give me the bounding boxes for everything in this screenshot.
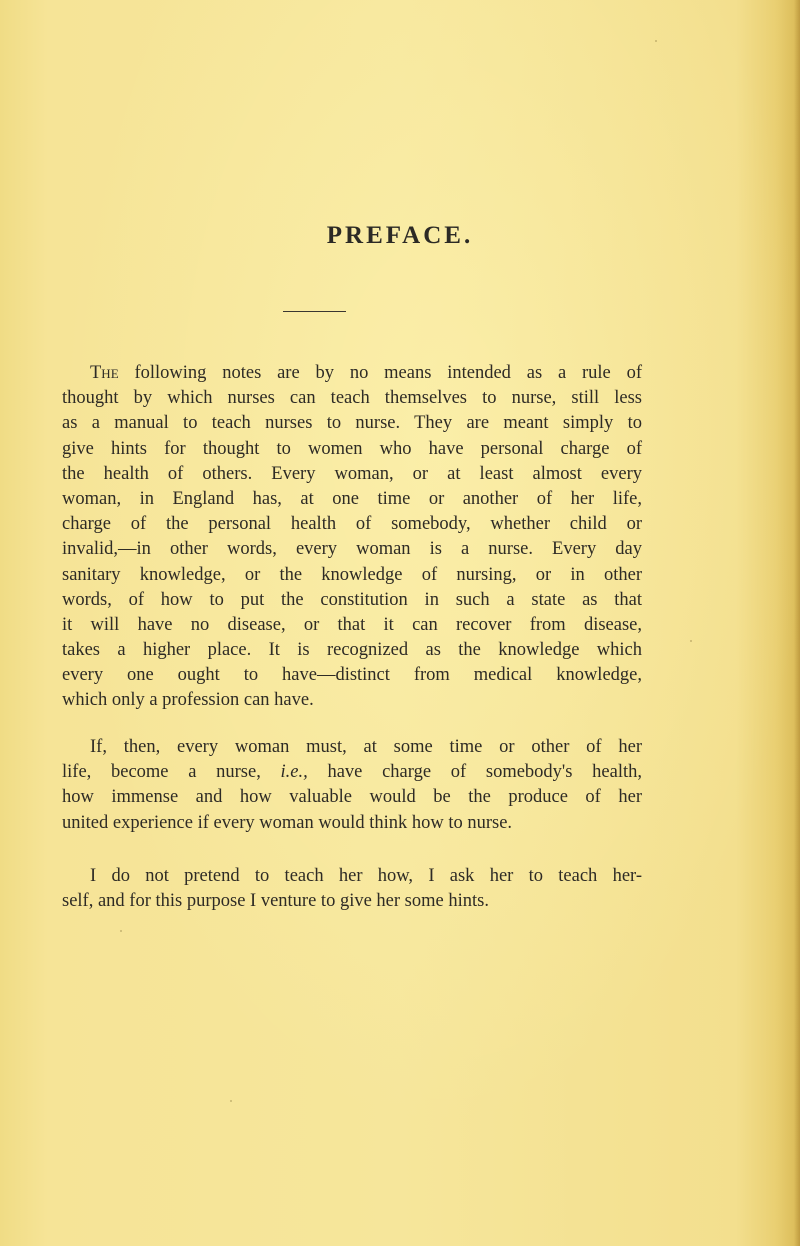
page-edge-shadow [794,0,800,1246]
text-line: takes a higher place. It is recognized as the knowledge which [62,640,642,661]
text-line: thought by which nurses can teach themselves to nurse, still less [62,388,642,409]
text-line: self, and for this purpose I venture to give her some hints. [62,891,489,912]
opening-word: The [90,363,119,383]
text-line: how immense and how valuable would be the produce of her [62,787,642,808]
page-title: PREFACE. [326,222,474,249]
text-line: invalid,—in other words, every woman is a nurse. Every day [62,539,642,560]
paragraph-1 [62,361,642,714]
text-line: as a manual to teach nurses to nurse. They are meant simply to [62,413,642,434]
title-divider [283,311,346,312]
text-line: the health of others. Every woman, or at least almost every [62,463,642,484]
text-line: The following notes are by no means intended as a rule of [90,363,642,383]
paragraph-3 [62,864,642,914]
text-line: it will have no disease, or that it can recover from disease, [62,614,642,635]
text-line: sanitary knowledge, or the knowledge of nursing, or in other [62,564,642,585]
text-line: words, of how to put the constitution in such a state as that [62,589,642,610]
text-line: charge of the personal health of somebody, whether child or [62,514,642,535]
text-line: every one ought to have—distinct from medical knowledge, [62,665,642,686]
italic-abbreviation: i.e., [280,762,308,783]
text-line: If, then, every woman must, at some time or other of her [90,737,642,757]
paper-speck [120,930,122,932]
text-line: I do not pretend to teach her how, I ask her to teach her- [90,866,642,886]
text-line: give hints for thought to women who have personal charge of [62,438,642,459]
text-line: which only a profession can have. [62,690,314,711]
paper-speck [690,640,692,642]
paragraph-2 [62,735,642,836]
text-line: united experience if every woman would think how to nurse. [62,812,513,833]
paper-speck [655,40,657,42]
text-line: life, become a nurse, i.e., have charge of somebody's health, [62,762,642,783]
paper-speck [230,1100,232,1102]
text-line: woman, in England has, at one time or another of her life, [62,488,642,509]
